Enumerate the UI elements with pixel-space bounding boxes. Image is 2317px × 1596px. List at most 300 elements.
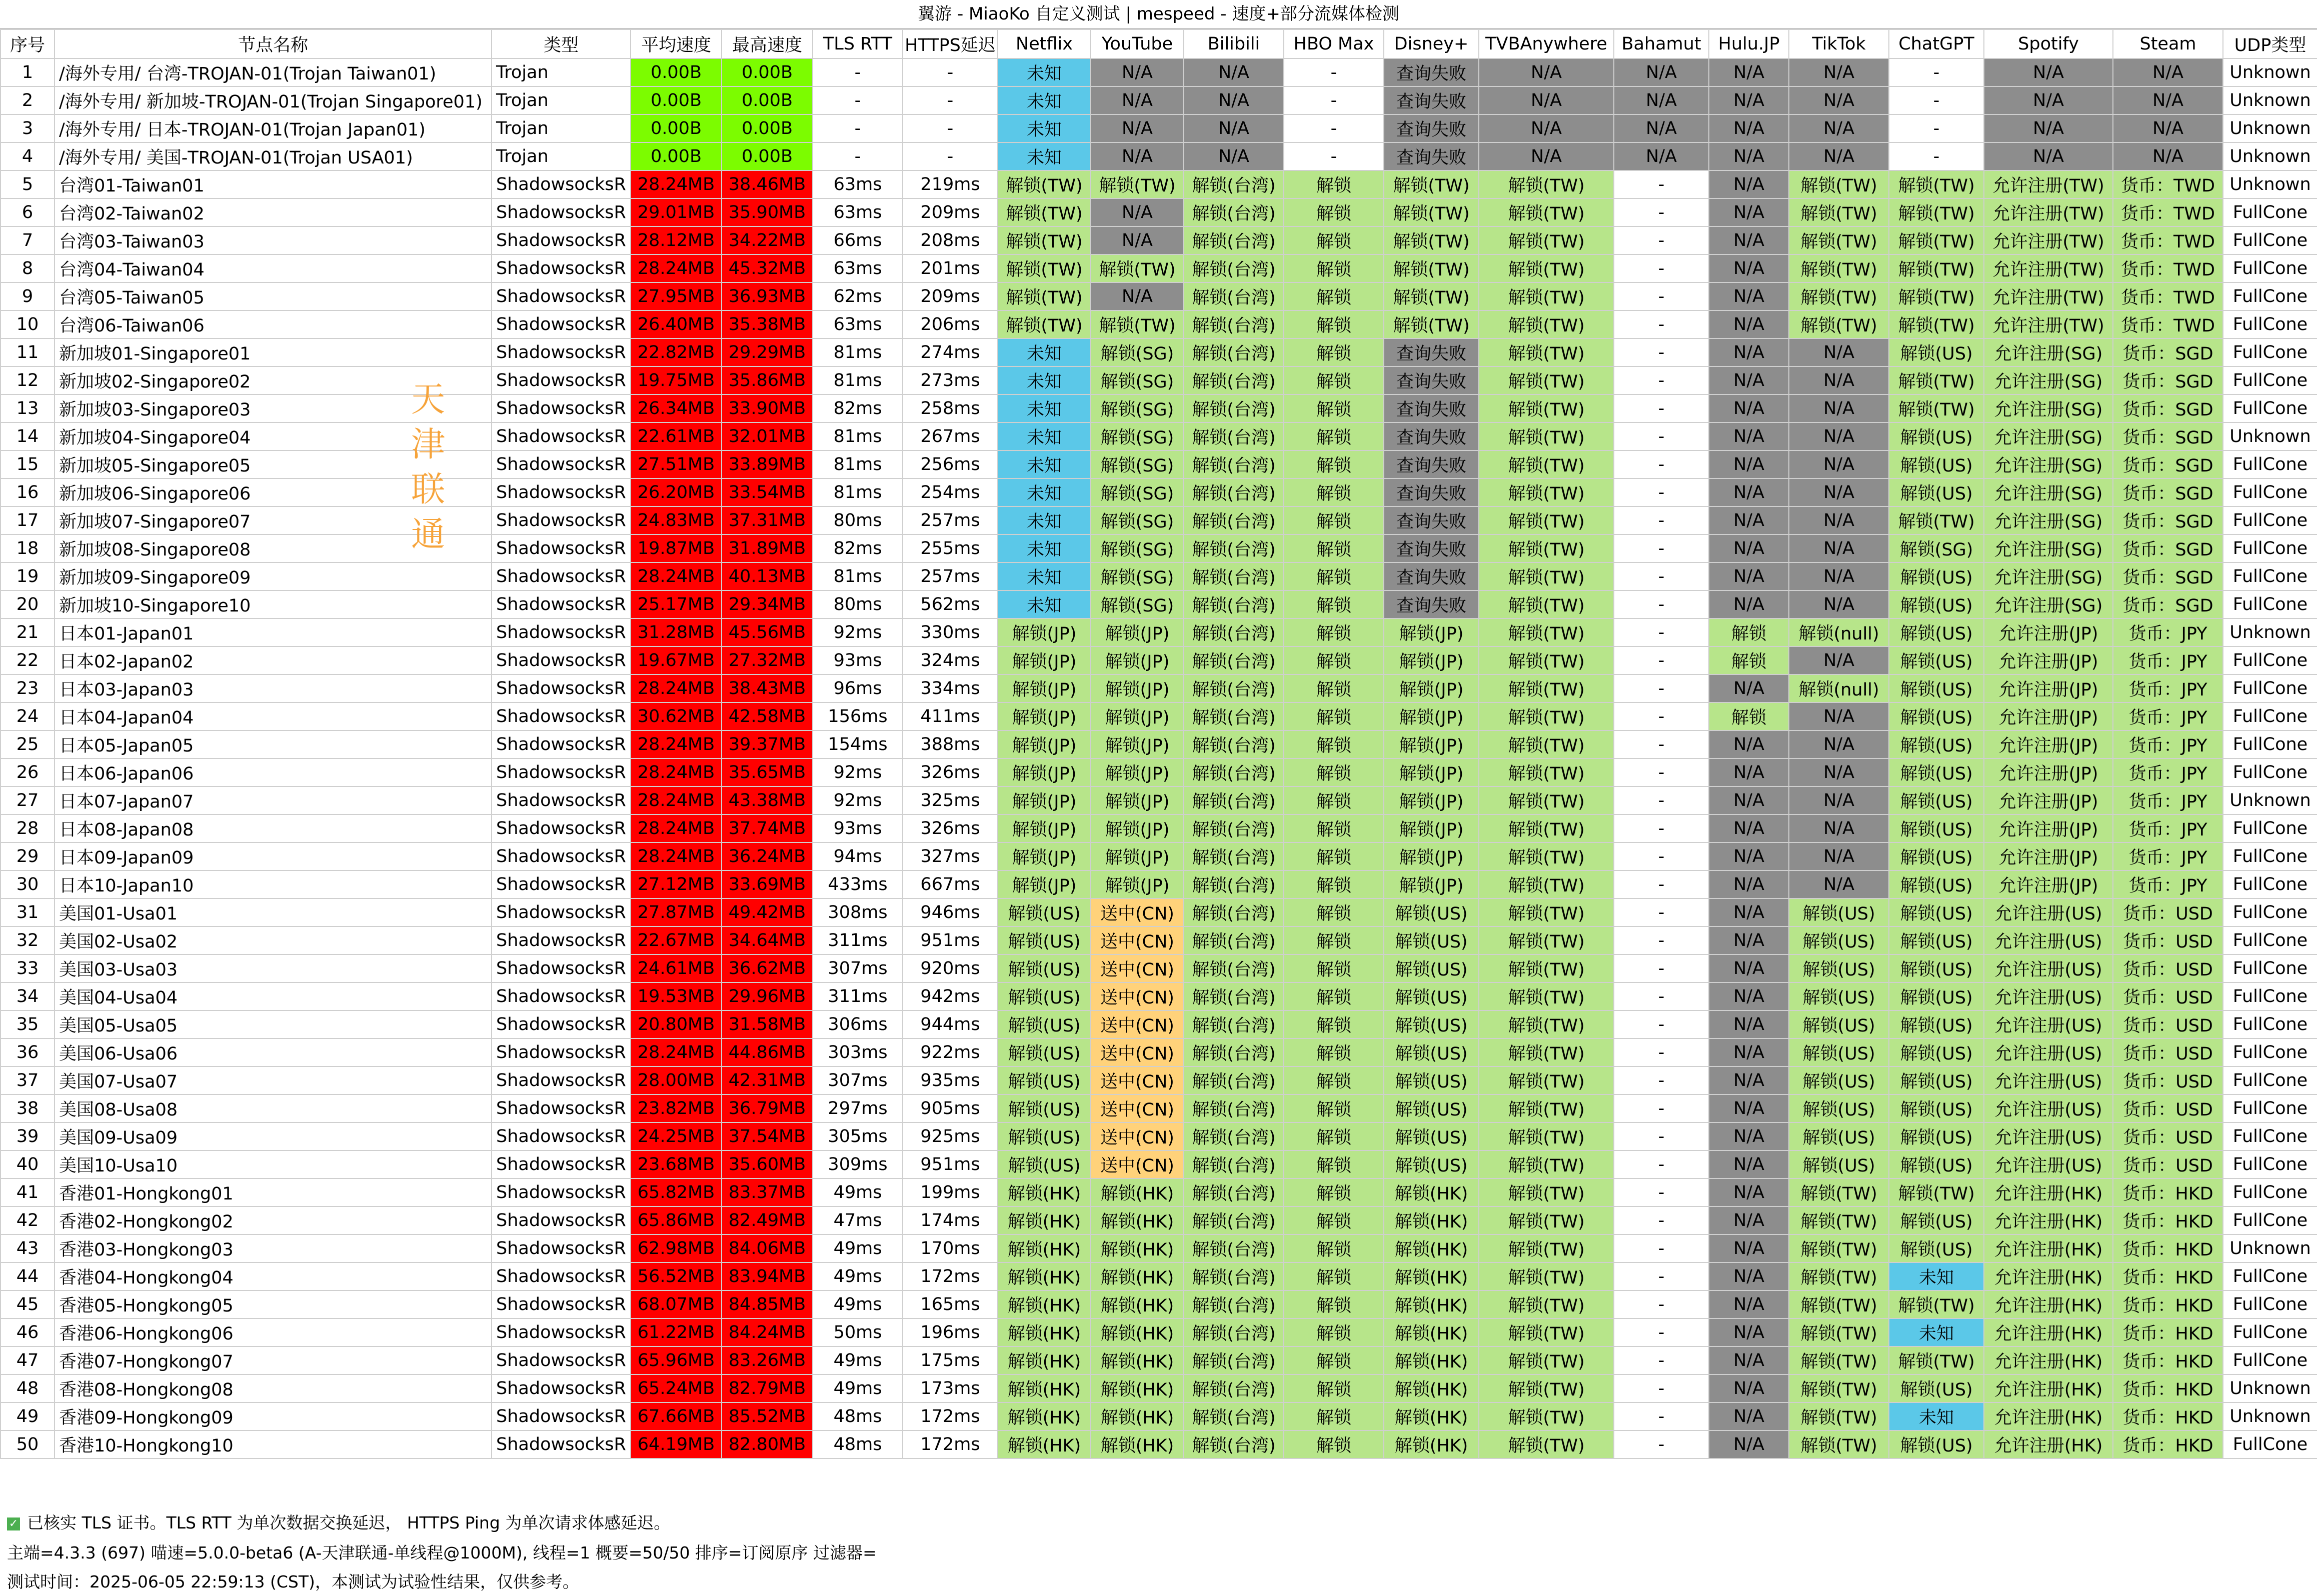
column-header[interactable]: Hulu.JP [1709, 30, 1789, 58]
region-label-char: 津 [411, 425, 446, 464]
table-cell: 48ms [813, 1430, 903, 1458]
table-cell: N/A [1984, 58, 2113, 86]
table-cell: 解锁(US) [1384, 1094, 1479, 1122]
table-cell: 解锁(HK) [1091, 1234, 1184, 1262]
table-cell: N/A [1709, 786, 1789, 814]
table-cell: 解锁(US) [1789, 1150, 1889, 1178]
table-cell: - [1614, 1318, 1709, 1346]
table-cell: 允许注册(US) [1984, 1122, 2113, 1150]
table-cell: - [1614, 758, 1709, 786]
table-row[interactable] [1, 506, 2317, 534]
table-cell: N/A [1789, 730, 1889, 758]
table-row[interactable] [1, 114, 2317, 142]
table-cell: 解锁(HK) [1384, 1374, 1479, 1402]
table-row[interactable] [1, 450, 2317, 478]
table-cell: 解锁(TW) [1889, 1290, 1984, 1318]
table-cell: 84.85MB [722, 1290, 813, 1318]
table-cell: ShadowsocksR [492, 982, 631, 1010]
table-cell: 解锁(HK) [1384, 1206, 1479, 1234]
table-cell: 94ms [813, 842, 903, 870]
table-cell: 解锁(台湾) [1184, 926, 1284, 954]
table-cell: 解锁(JP) [998, 674, 1091, 702]
table-cell: FullCone [2223, 674, 2317, 702]
table-cell: 新加坡05-Singapore05 [55, 450, 492, 478]
table-cell: 货币：TWD [2113, 198, 2223, 226]
table-cell: 24 [1, 702, 55, 730]
table-cell: 允许注册(JP) [1984, 786, 2113, 814]
table-cell: 206ms [903, 310, 998, 338]
table-row[interactable] [1, 394, 2317, 422]
table-cell: 解锁(JP) [998, 618, 1091, 646]
table-cell: 解锁(TW) [1479, 702, 1614, 730]
table-cell: 85.52MB [722, 1402, 813, 1430]
table-cell: 解锁(TW) [1789, 1318, 1889, 1346]
table-cell: N/A [1789, 366, 1889, 394]
table-cell: 未知 [1889, 1262, 1984, 1290]
table-cell: 28.24MB [631, 674, 722, 702]
table-row[interactable] [1, 310, 2317, 338]
table-cell: 解锁(US) [1789, 982, 1889, 1010]
table-row[interactable] [1, 534, 2317, 562]
table-cell: 解锁(TW) [998, 310, 1091, 338]
table-cell: 解锁(US) [1889, 1374, 1984, 1402]
table-row[interactable] [1, 954, 2317, 982]
column-header[interactable]: Steam [2113, 30, 2223, 58]
table-cell: 26.20MB [631, 478, 722, 506]
table-row[interactable] [1, 1122, 2317, 1150]
table-cell: FullCone [2223, 954, 2317, 982]
table-cell: 解锁(台湾) [1184, 1318, 1284, 1346]
table-cell: 解锁(TW) [998, 226, 1091, 254]
table-cell: 解锁(US) [998, 1010, 1091, 1038]
table-row[interactable] [1, 562, 2317, 590]
table-cell: 解锁(US) [1384, 954, 1479, 982]
table-cell: 解锁(TW) [1789, 1290, 1889, 1318]
table-cell: 324ms [903, 646, 998, 674]
table-cell: 49.42MB [722, 898, 813, 926]
table-cell: 解锁(SG) [1091, 478, 1184, 506]
table-cell: N/A [1709, 1094, 1789, 1122]
table-cell: N/A [1709, 1374, 1789, 1402]
table-cell: 解锁(台湾) [1184, 590, 1284, 618]
table-cell: 解锁(台湾) [1184, 254, 1284, 282]
table-row[interactable] [1, 646, 2317, 674]
table-cell: N/A [1789, 758, 1889, 786]
table-cell: N/A [1789, 842, 1889, 870]
table-cell: N/A [1709, 282, 1789, 310]
table-cell: 解锁(US) [998, 1094, 1091, 1122]
column-header[interactable]: Bahamut [1614, 30, 1709, 58]
column-header[interactable]: Bilibili [1184, 30, 1284, 58]
column-header[interactable]: 序号 [1, 30, 55, 58]
table-cell: 解锁(US) [998, 1066, 1091, 1094]
table-cell: 83.26MB [722, 1346, 813, 1374]
table-cell: 解锁(TW) [1479, 450, 1614, 478]
table-cell: 67.66MB [631, 1402, 722, 1430]
table-cell: 货币：HKD [2113, 1374, 2223, 1402]
column-header[interactable]: Disney+ [1384, 30, 1479, 58]
table-cell: 解锁(TW) [1889, 506, 1984, 534]
table-cell: 49ms [813, 1374, 903, 1402]
table-cell: 日本08-Japan08 [55, 814, 492, 842]
table-cell: 951ms [903, 926, 998, 954]
table-cell: 解锁(SG) [1091, 422, 1184, 450]
table-cell: 解锁(台湾) [1184, 618, 1284, 646]
table-cell: 解锁(HK) [1091, 1206, 1184, 1234]
table-cell: 28.12MB [631, 226, 722, 254]
table-row[interactable] [1, 198, 2317, 226]
table-row[interactable] [1, 982, 2317, 1010]
table-cell: 解锁 [1284, 310, 1384, 338]
table-cell: N/A [1709, 1318, 1789, 1346]
column-header[interactable]: YouTube [1091, 30, 1184, 58]
table-cell: 解锁(台湾) [1184, 954, 1284, 982]
table-cell: 未知 [998, 534, 1091, 562]
table-cell: 解锁(US) [1384, 1150, 1479, 1178]
table-row[interactable] [1, 422, 2317, 450]
table-cell: 解锁(HK) [1384, 1430, 1479, 1458]
table-cell: 送中(CN) [1091, 1094, 1184, 1122]
table-row[interactable] [1, 926, 2317, 954]
table-cell: 货币：HKD [2113, 1290, 2223, 1318]
table-cell: 25.17MB [631, 590, 722, 618]
table-row[interactable] [1, 1430, 2317, 1458]
table-row[interactable] [1, 786, 2317, 814]
table-cell: 29 [1, 842, 55, 870]
table-cell: 944ms [903, 1010, 998, 1038]
table-cell: 解锁(HK) [998, 1178, 1091, 1206]
table-cell: 允许注册(TW) [1984, 310, 2113, 338]
table-cell: ShadowsocksR [492, 450, 631, 478]
table-row[interactable] [1, 1346, 2317, 1374]
table-cell: 送中(CN) [1091, 926, 1184, 954]
table-row[interactable] [1, 1150, 2317, 1178]
table-row[interactable] [1, 898, 2317, 926]
table-cell: 64.19MB [631, 1430, 722, 1458]
table-cell: 81ms [813, 450, 903, 478]
column-header[interactable]: TikTok [1789, 30, 1889, 58]
column-header[interactable]: TLS RTT [813, 30, 903, 58]
table-cell: 解锁(TW) [1479, 170, 1614, 198]
table-cell: 允许注册(SG) [1984, 562, 2113, 590]
table-cell: 解锁 [1284, 562, 1384, 590]
table-cell: 允许注册(HK) [1984, 1234, 2113, 1262]
table-row[interactable] [1, 1318, 2317, 1346]
table-cell: 解锁(US) [1889, 758, 1984, 786]
table-cell: 326ms [903, 758, 998, 786]
table-cell: N/A [1789, 534, 1889, 562]
table-row[interactable] [1, 226, 2317, 254]
table-cell: 解锁(US) [1889, 814, 1984, 842]
table-cell: 解锁(JP) [1091, 842, 1184, 870]
table-row[interactable] [1, 478, 2317, 506]
column-header[interactable]: HTTPS延迟 [903, 30, 998, 58]
table-cell: 美国03-Usa03 [55, 954, 492, 982]
table-cell: N/A [1709, 478, 1789, 506]
column-header[interactable]: UDP类型 [2223, 30, 2317, 58]
table-cell: 解锁(台湾) [1184, 338, 1284, 366]
table-cell: 查询失败 [1384, 338, 1479, 366]
table-cell: 解锁(台湾) [1184, 898, 1284, 926]
table-cell: 19.53MB [631, 982, 722, 1010]
table-cell: 解锁(TW) [1889, 1346, 1984, 1374]
table-cell: 33.90MB [722, 394, 813, 422]
table-cell: 解锁(SG) [1091, 338, 1184, 366]
table-cell: 解锁(TW) [1789, 1178, 1889, 1206]
table-row[interactable] [1, 1094, 2317, 1122]
table-cell: 允许注册(SG) [1984, 366, 2113, 394]
table-cell: N/A [1184, 114, 1284, 142]
table-cell: 解锁(HK) [998, 1234, 1091, 1262]
table-row[interactable] [1, 1290, 2317, 1318]
table-cell: 解锁(TW) [1091, 254, 1184, 282]
column-header[interactable]: TVBAnywhere [1479, 30, 1614, 58]
table-cell: 28 [1, 814, 55, 842]
table-cell: 解锁(JP) [1384, 702, 1479, 730]
table-cell: - [1889, 142, 1984, 170]
table-cell: 15 [1, 450, 55, 478]
table-row[interactable] [1, 1206, 2317, 1234]
table-row[interactable] [1, 170, 2317, 198]
table-cell: 解锁 [1284, 422, 1384, 450]
table-cell: 解锁(TW) [1479, 198, 1614, 226]
table-cell: 美国07-Usa07 [55, 1066, 492, 1094]
table-cell: 26.40MB [631, 310, 722, 338]
table-cell: 37 [1, 1066, 55, 1094]
column-header[interactable]: 类型 [492, 30, 631, 58]
table-cell: Unknown [2223, 1402, 2317, 1430]
table-cell: 货币：HKD [2113, 1234, 2223, 1262]
table-row[interactable] [1, 842, 2317, 870]
table-cell: 查询失败 [1384, 86, 1479, 114]
table-cell: 允许注册(HK) [1984, 1262, 2113, 1290]
table-cell: N/A [1709, 226, 1789, 254]
table-cell: 解锁 [1284, 1262, 1384, 1290]
column-header[interactable]: Netflix [998, 30, 1091, 58]
table-cell: - [1284, 142, 1384, 170]
table-row[interactable] [1, 1010, 2317, 1038]
table-cell: 36.93MB [722, 282, 813, 310]
table-cell: 解锁 [1284, 786, 1384, 814]
table-row[interactable] [1, 1234, 2317, 1262]
table-cell: - [1614, 1178, 1709, 1206]
table-cell: 24.83MB [631, 506, 722, 534]
table-cell: 日本07-Japan07 [55, 786, 492, 814]
table-cell: 37.31MB [722, 506, 813, 534]
table-cell: - [1614, 1234, 1709, 1262]
table-cell: 解锁(TW) [1479, 338, 1614, 366]
table-row[interactable] [1, 366, 2317, 394]
table-cell: 解锁(TW) [1479, 562, 1614, 590]
table-cell: ShadowsocksR [492, 1094, 631, 1122]
column-header[interactable]: 节点名称 [55, 30, 492, 58]
table-cell: 解锁(US) [1889, 1066, 1984, 1094]
table-cell: 解锁(SG) [1091, 450, 1184, 478]
table-cell: ShadowsocksR [492, 1290, 631, 1318]
table-cell: 解锁(US) [1889, 702, 1984, 730]
footer-line-3: 测试时间：2025-06-05 22:59:13 (CST)，本测试为试验性结果，仅供参考。 [7, 1572, 579, 1592]
table-cell: 7 [1, 226, 55, 254]
table-cell: - [1614, 786, 1709, 814]
table-row[interactable] [1, 254, 2317, 282]
table-cell: 香港03-Hongkong03 [55, 1234, 492, 1262]
table-cell: 25 [1, 730, 55, 758]
table-cell: 308ms [813, 898, 903, 926]
table-cell: 解锁(US) [1789, 898, 1889, 926]
table-cell: N/A [1091, 58, 1184, 86]
table-cell: N/A [2113, 142, 2223, 170]
table-cell: 解锁(SG) [1091, 366, 1184, 394]
table-row[interactable] [1, 1038, 2317, 1066]
table-cell: 新加坡09-Singapore09 [55, 562, 492, 590]
table-cell: N/A [1789, 870, 1889, 898]
table-cell: 63ms [813, 198, 903, 226]
table-cell: 81ms [813, 478, 903, 506]
table-cell: 256ms [903, 450, 998, 478]
table-cell: 货币：SGD [2113, 562, 2223, 590]
table-cell: FullCone [2223, 338, 2317, 366]
table-row[interactable] [1, 58, 2317, 86]
column-header[interactable]: Spotify [1984, 30, 2113, 58]
table-cell: 货币：USD [2113, 898, 2223, 926]
table-cell: N/A [1479, 86, 1614, 114]
table-cell: 35.60MB [722, 1150, 813, 1178]
table-cell: 解锁(TW) [1889, 394, 1984, 422]
table-row[interactable] [1, 338, 2317, 366]
table-row[interactable] [1, 1374, 2317, 1402]
table-cell: 解锁(JP) [998, 702, 1091, 730]
table-cell: 156ms [813, 702, 903, 730]
table-cell: FullCone [2223, 646, 2317, 674]
table-cell: N/A [1709, 1038, 1789, 1066]
table-cell: FullCone [2223, 1122, 2317, 1150]
column-header[interactable]: ChatGPT [1889, 30, 1984, 58]
table-cell: 解锁(TW) [998, 170, 1091, 198]
table-cell: 50 [1, 1430, 55, 1458]
table-cell: 解锁(台湾) [1184, 674, 1284, 702]
table-cell: FullCone [2223, 758, 2317, 786]
table-cell: - [1614, 1402, 1709, 1430]
table-cell: ShadowsocksR [492, 506, 631, 534]
table-cell: FullCone [2223, 478, 2317, 506]
column-header[interactable]: HBO Max [1284, 30, 1384, 58]
table-row[interactable] [1, 674, 2317, 702]
table-cell: 货币：SGD [2113, 478, 2223, 506]
table-cell: 28.24MB [631, 1038, 722, 1066]
table-cell: 63ms [813, 254, 903, 282]
table-cell: 解锁(TW) [1479, 1038, 1614, 1066]
table-cell: 解锁(TW) [1479, 786, 1614, 814]
table-cell: 日本10-Japan10 [55, 870, 492, 898]
table-cell: 允许注册(US) [1984, 1010, 2113, 1038]
table-cell: N/A [1709, 1346, 1789, 1374]
table-cell: 货币：SGD [2113, 338, 2223, 366]
table-cell: 解锁(台湾) [1184, 1122, 1284, 1150]
table-cell: 解锁(US) [1789, 1010, 1889, 1038]
table-cell: N/A [1709, 674, 1789, 702]
table-cell: ShadowsocksR [492, 198, 631, 226]
table-cell: 解锁(JP) [1091, 758, 1184, 786]
table-cell: 34.22MB [722, 226, 813, 254]
table-cell: 解锁(TW) [1479, 730, 1614, 758]
table-cell: 65.96MB [631, 1346, 722, 1374]
column-header[interactable]: 最高速度 [722, 30, 813, 58]
table-cell: 解锁(TW) [1384, 282, 1479, 310]
table-cell: Unknown [2223, 86, 2317, 114]
column-header[interactable]: 平均速度 [631, 30, 722, 58]
footer-text-1: 已核实 TLS 证书。TLS RTT 为单次数据交换延迟， HTTPS Ping 为单次请求体感延迟。 [27, 1513, 671, 1532]
table-row[interactable] [1, 142, 2317, 170]
table-cell: N/A [1984, 142, 2113, 170]
table-row[interactable] [1, 758, 2317, 786]
table-cell: FullCone [2223, 226, 2317, 254]
table-row[interactable] [1, 702, 2317, 730]
table-row[interactable] [1, 1402, 2317, 1430]
table-cell: 39 [1, 1122, 55, 1150]
table-row[interactable] [1, 282, 2317, 310]
table-cell: 41 [1, 1178, 55, 1206]
table-cell: 送中(CN) [1091, 1010, 1184, 1038]
table-cell: - [1614, 982, 1709, 1010]
table-cell: 解锁(US) [1889, 1234, 1984, 1262]
table-cell: 货币：SGD [2113, 366, 2223, 394]
table-cell: 解锁(TW) [1889, 198, 1984, 226]
table-cell: 解锁(HK) [1384, 1402, 1479, 1430]
table-cell: 送中(CN) [1091, 1066, 1184, 1094]
table-cell: 允许注册(SG) [1984, 478, 2113, 506]
table-cell: 16 [1, 478, 55, 506]
table-cell: 36.79MB [722, 1094, 813, 1122]
table-row[interactable] [1, 590, 2317, 618]
table-cell: - [1614, 954, 1709, 982]
table-cell: N/A [1614, 58, 1709, 86]
table-cell: 解锁 [1284, 1066, 1384, 1094]
table-cell: 43.38MB [722, 786, 813, 814]
table-cell: 37.54MB [722, 1122, 813, 1150]
table-cell: N/A [1709, 1234, 1789, 1262]
table-row[interactable] [1, 86, 2317, 114]
table-cell: 新加坡03-Singapore03 [55, 394, 492, 422]
table-cell: FullCone [2223, 1178, 2317, 1206]
table-cell: 解锁(台湾) [1184, 702, 1284, 730]
table-row[interactable] [1, 1262, 2317, 1290]
table-cell: 解锁 [1284, 814, 1384, 842]
table-cell: 31 [1, 898, 55, 926]
table-row[interactable] [1, 870, 2317, 898]
table-cell: 解锁 [1284, 1318, 1384, 1346]
table-cell: 解锁(TW) [1384, 170, 1479, 198]
table-cell: - [903, 58, 998, 86]
table-cell: ShadowsocksR [492, 170, 631, 198]
table-cell: 解锁(JP) [998, 842, 1091, 870]
table-row[interactable] [1, 1066, 2317, 1094]
table-cell: N/A [1789, 814, 1889, 842]
table-cell: 63ms [813, 310, 903, 338]
table-row[interactable] [1, 1178, 2317, 1206]
table-cell: 未知 [998, 86, 1091, 114]
table-row[interactable] [1, 618, 2317, 646]
table-cell: 84.24MB [722, 1318, 813, 1346]
table-cell: 未知 [1889, 1318, 1984, 1346]
table-cell: 允许注册(JP) [1984, 842, 2113, 870]
table-row[interactable] [1, 730, 2317, 758]
table-cell: N/A [1709, 198, 1789, 226]
table-row[interactable] [1, 814, 2317, 842]
table-cell: - [1614, 562, 1709, 590]
table-cell: N/A [1709, 758, 1789, 786]
table-cell: 24.25MB [631, 1122, 722, 1150]
table-cell: N/A [1709, 1290, 1789, 1318]
